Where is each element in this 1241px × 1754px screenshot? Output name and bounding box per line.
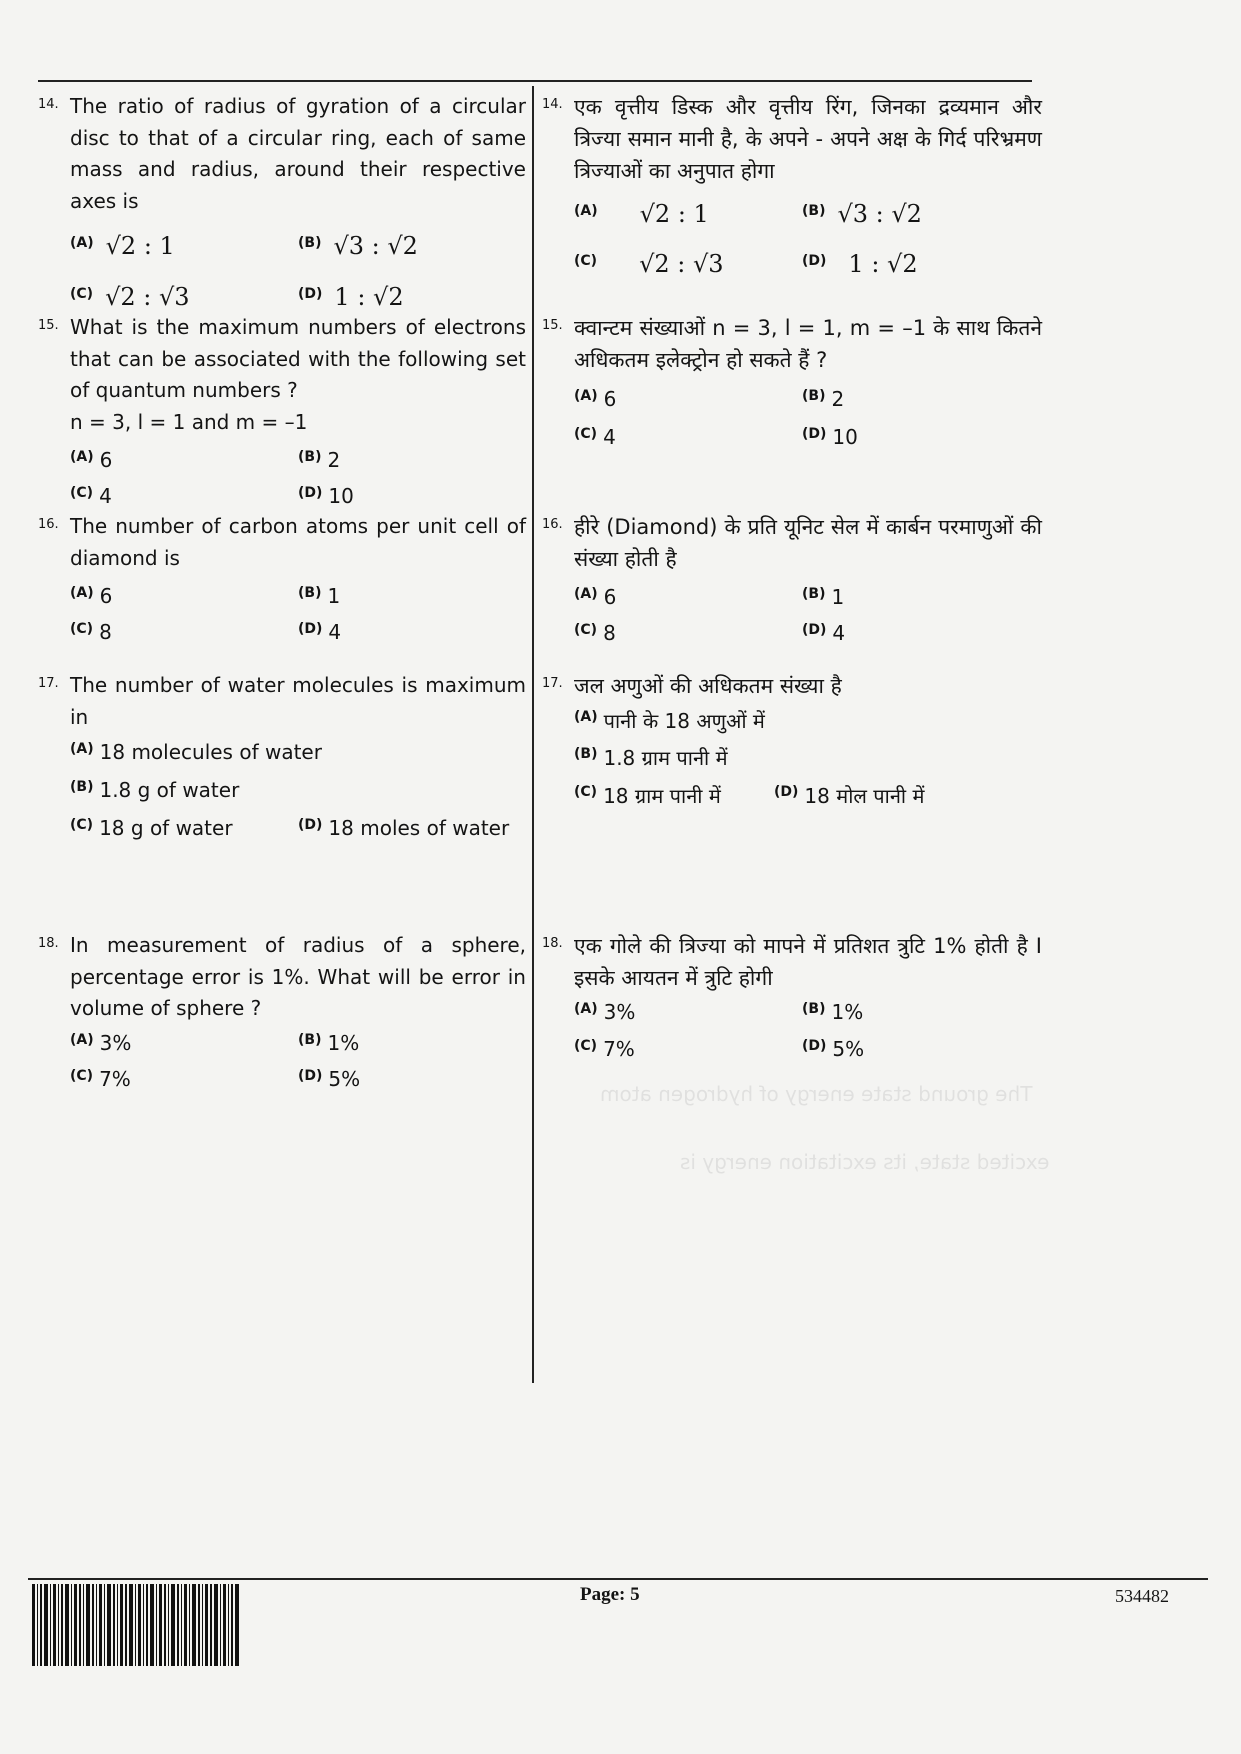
option-b[interactable]: (B) 1: [802, 585, 845, 609]
option-d[interactable]: (D) 10: [802, 425, 858, 449]
question-text: The number of water molecules is maximum in: [70, 673, 526, 729]
question-text: एक गोले की त्रिज्या को मापने में प्रतिशत त्रुटि 1% होती है I इसके आयतन में त्रुटि होगी: [574, 934, 1042, 990]
question-number: 14.: [542, 97, 563, 112]
question-text: The number of carbon atoms per unit cell of diamond is: [70, 514, 526, 570]
quantum-numbers: n = 3, l = 1 and m = –1: [70, 409, 308, 434]
page-number: Page: 5: [580, 1584, 640, 1605]
bleed-through-text: The ground state energy of hydrogen atom: [600, 1082, 1033, 1106]
question-18-en: [38, 930, 526, 1097]
option-a[interactable]: (A) पानी के 18 अणुओं में: [574, 708, 765, 733]
question-14-hi: [542, 91, 1042, 291]
question-number: 15.: [542, 318, 563, 333]
option-c[interactable]: (C) 4: [574, 425, 616, 449]
option-c[interactable]: (C) 18 g of water: [70, 816, 233, 840]
option-d[interactable]: (D) 18 मोल पानी में: [774, 783, 925, 808]
option-b[interactable]: (B) 2: [802, 387, 845, 411]
option-c[interactable]: (C) 8: [70, 620, 112, 644]
option-a[interactable]: (A) √2 : 1: [70, 232, 175, 260]
option-a[interactable]: (A) 6: [574, 387, 617, 411]
option-d[interactable]: (D) 5%: [802, 1037, 865, 1061]
options: [574, 702, 1042, 814]
options: [574, 579, 1042, 651]
question-number: 14.: [38, 97, 59, 112]
option-b[interactable]: (B) √3 : √2: [298, 232, 418, 260]
question-text: The ratio of radius of gyration of a circular disc to that of a circular ring, each of same mass and radius, around their respective axes is: [70, 94, 526, 213]
question-15-en: [38, 312, 526, 514]
question-text: In measurement of radius of a sphere, percentage error is 1%. What will be error in volume of sphere ?: [70, 933, 526, 1020]
question-text: हीरे (Diamond) के प्रति यूनिट सेल में कार्बन परमाणुओं की संख्या होती है: [574, 515, 1042, 571]
question-17-en: [38, 670, 526, 847]
options: [70, 578, 526, 650]
question-14-en: [38, 91, 526, 323]
option-b[interactable]: (B) 1%: [802, 1000, 864, 1024]
option-b[interactable]: (B) √3 : √2: [802, 200, 922, 228]
option-a[interactable]: (A) 18 molecules of water: [70, 740, 322, 764]
option-b[interactable]: (B) 1: [298, 584, 341, 608]
option-a[interactable]: (A) 6: [70, 584, 113, 608]
question-number: 18.: [542, 936, 563, 951]
column-divider: [532, 86, 534, 1383]
option-d[interactable]: (D) 18 moles of water: [298, 816, 510, 840]
options: [70, 442, 526, 514]
option-d[interactable]: (D) 1 : √2: [298, 283, 404, 311]
question-17-hi: [542, 670, 1042, 814]
option-a[interactable]: (A) 3%: [574, 1000, 636, 1024]
option-a[interactable]: (A) 6: [574, 585, 617, 609]
option-b[interactable]: (B) 1.8 g of water: [70, 778, 240, 802]
options: [70, 733, 526, 847]
question-number: 17.: [38, 676, 59, 691]
option-d[interactable]: (D) 5%: [298, 1066, 361, 1091]
option-a[interactable]: (A) 3%: [70, 1030, 132, 1055]
options: [574, 191, 1042, 291]
option-b[interactable]: (B) 2: [298, 448, 341, 472]
options: [70, 221, 526, 323]
question-15-hi: [542, 312, 1042, 456]
option-b[interactable]: (B) 1%: [298, 1030, 360, 1055]
question-text: एक वृत्तीय डिस्क और वृत्तीय रिंग, जिनका द्रव्यमान और त्रिज्या समान मानी है, के अपने - अपने अक्ष के गिर्द परिभ्रमण त्रिज्याओं का अनुपात होगा: [574, 95, 1042, 183]
question-16-hi: [542, 511, 1042, 651]
question-number: 18.: [38, 936, 59, 951]
options: [574, 380, 1042, 456]
option-d[interactable]: (D) 4: [802, 621, 846, 645]
option-c[interactable]: (C) √2 : √3: [70, 283, 190, 311]
question-text: क्वान्टम संख्याओं n = 3, l = 1, m = –1 के साथ कितने अधिकतम इलेक्ट्रोन हो सकते हैं ?: [574, 316, 1042, 372]
question-18-hi: [542, 930, 1042, 1068]
question-text: What is the maximum numbers of electrons that can be associated with the following set of quantum numbers ?: [70, 315, 526, 402]
question-text: जल अणुओं की अधिकतम संख्या है: [574, 674, 842, 698]
option-b[interactable]: (B) 1.8 ग्राम पानी में: [574, 745, 728, 770]
option-c[interactable]: (C) 7%: [574, 1037, 635, 1061]
options: [574, 994, 1042, 1068]
option-a[interactable]: (A) 6: [70, 448, 113, 472]
option-c[interactable]: (C) 8: [574, 621, 616, 645]
option-c[interactable]: (C) √2 : √3: [574, 250, 724, 278]
options: [70, 1025, 526, 1097]
option-c[interactable]: (C) 7%: [70, 1066, 131, 1091]
question-number: 16.: [38, 517, 59, 532]
barcode-icon: [32, 1584, 242, 1666]
question-number: 15.: [38, 318, 59, 333]
option-d[interactable]: (D) 10: [298, 484, 354, 508]
option-c[interactable]: (C) 18 ग्राम पानी में: [574, 783, 721, 808]
option-a[interactable]: (A) √2 : 1: [574, 200, 709, 228]
top-rule: [38, 80, 1032, 82]
option-d[interactable]: (D) 1 : √2: [802, 250, 918, 278]
option-d[interactable]: (D) 4: [298, 620, 342, 644]
paper-code: 534482: [1115, 1586, 1169, 1606]
bleed-through-text: excited state, its excitation energy is: [680, 1150, 1050, 1174]
question-16-en: [38, 511, 526, 650]
bottom-rule: [28, 1578, 1208, 1580]
question-number: 16.: [542, 517, 563, 532]
option-c[interactable]: (C) 4: [70, 484, 112, 508]
question-number: 17.: [542, 676, 563, 691]
